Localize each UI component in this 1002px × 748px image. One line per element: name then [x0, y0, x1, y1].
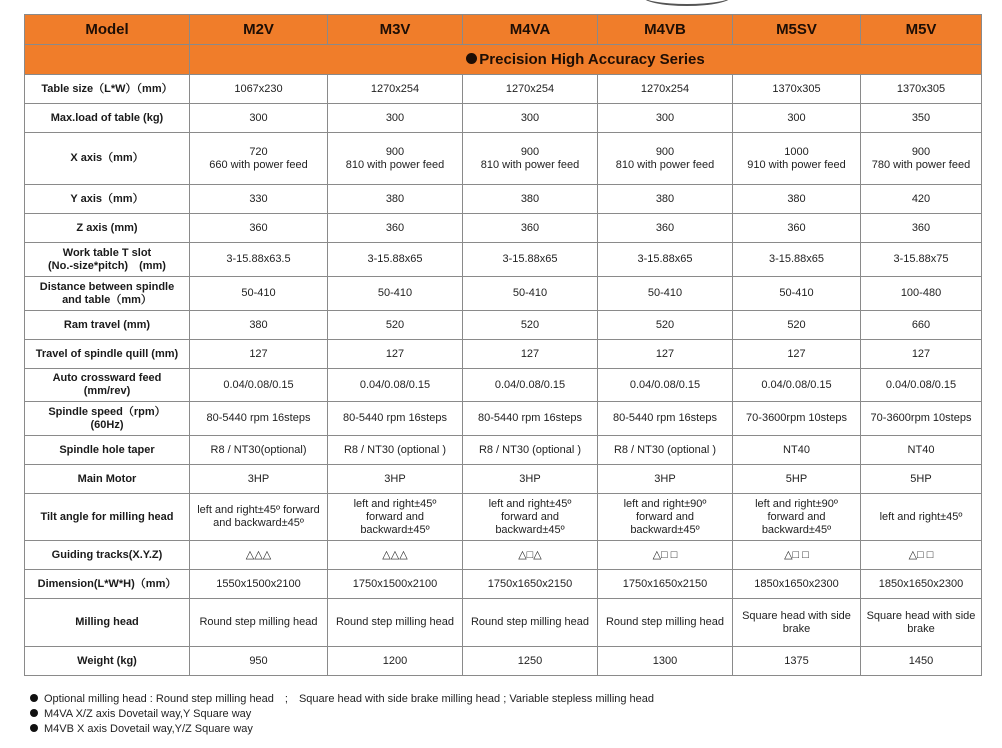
header-row [25, 15, 982, 45]
spec-value: 3HP [463, 465, 598, 494]
series-title-cell [190, 45, 982, 75]
spec-row [25, 104, 982, 133]
spec-parameter: Guiding tracks(X.Y.Z) [25, 541, 190, 570]
bullet-icon [30, 724, 38, 732]
spec-value: 360 [598, 214, 733, 243]
spec-value: left and right±90º forward and backward±45º [598, 494, 733, 541]
series-blank-cell [25, 45, 190, 75]
spec-parameter: Weight (kg) [25, 647, 190, 676]
spec-value: 3HP [190, 465, 328, 494]
spec-value: 50-410 [328, 277, 463, 311]
spec-row [25, 647, 982, 676]
spec-value: 660 [861, 311, 982, 340]
bullet-icon [30, 709, 38, 717]
spec-value: 3HP [598, 465, 733, 494]
spec-value: 300 [190, 104, 328, 133]
spec-row [25, 465, 982, 494]
spec-value: R8 / NT30(optional) [190, 436, 328, 465]
spec-value: 80-5440 rpm 16steps [598, 402, 733, 436]
spec-value: 1850x1650x2300 [733, 570, 861, 599]
spec-value: 3-15.88x65 [598, 243, 733, 277]
spec-value: 950 [190, 647, 328, 676]
spec-row [25, 402, 982, 436]
spec-value: 1850x1650x2300 [861, 570, 982, 599]
model-m2v: M2V [190, 15, 328, 45]
spec-value: 360 [733, 214, 861, 243]
spec-value: 380 [328, 185, 463, 214]
spec-parameter: Tilt angle for milling head [25, 494, 190, 541]
spec-value: 100-480 [861, 277, 982, 311]
spec-parameter: Spindle speed（rpm） (60Hz) [25, 402, 190, 436]
spec-value: 1000 910 with power feed [733, 133, 861, 185]
spec-value: 3-15.88x65 [328, 243, 463, 277]
spec-value: Round step milling head [463, 599, 598, 647]
spec-parameter: Table size（L*W）（mm） [25, 75, 190, 104]
spec-value: 300 [328, 104, 463, 133]
spec-value: 900 780 with power feed [861, 133, 982, 185]
spec-value: 50-410 [733, 277, 861, 311]
spec-value: 900 810 with power feed [463, 133, 598, 185]
spec-value: 1750x1500x2100 [328, 570, 463, 599]
spec-value: 127 [463, 340, 598, 369]
spec-value: 900 810 with power feed [328, 133, 463, 185]
spec-parameter: Z axis (mm) [25, 214, 190, 243]
spec-row [25, 369, 982, 402]
spec-value: 127 [328, 340, 463, 369]
spec-value: △□ □ [861, 541, 982, 570]
spec-value: △□ □ [733, 541, 861, 570]
spec-parameter: Y axis（mm） [25, 185, 190, 214]
spec-value: left and right±45º [861, 494, 982, 541]
spec-row [25, 340, 982, 369]
spec-value: 70-3600rpm 10steps [733, 402, 861, 436]
spec-value: 1750x1650x2150 [463, 570, 598, 599]
spec-value: 900 810 with power feed [598, 133, 733, 185]
series-bullet-icon [466, 53, 477, 64]
footnote-text: M4VA X/Z axis Dovetail way,Y Square way [44, 708, 252, 720]
spec-value: Round step milling head [598, 599, 733, 647]
spec-value: 0.04/0.08/0.15 [328, 369, 463, 402]
footnote-text: Optional milling head : Round step milling head ; Square head with side brake milling head ; Variable stepless milling head [44, 693, 655, 705]
spec-value: 720 660 with power feed [190, 133, 328, 185]
spec-parameter: Auto crossward feed (mm/rev) [25, 369, 190, 402]
spec-value: 360 [463, 214, 598, 243]
spec-value: 3-15.88x75 [861, 243, 982, 277]
spec-value: NT40 [733, 436, 861, 465]
spec-value: 1370x305 [733, 75, 861, 104]
footnotes [30, 692, 654, 737]
spec-parameter: Distance between spindle and table（mm） [25, 277, 190, 311]
series-row [25, 45, 982, 75]
spec-value: Round step milling head [190, 599, 328, 647]
spec-value: 360 [861, 214, 982, 243]
spec-value: 0.04/0.08/0.15 [733, 369, 861, 402]
spec-value: R8 / NT30 (optional ) [598, 436, 733, 465]
spec-value: 360 [190, 214, 328, 243]
spec-row [25, 494, 982, 541]
model-m3v: M3V [328, 15, 463, 45]
spec-value: 1450 [861, 647, 982, 676]
spec-parameter: Spindle hole taper [25, 436, 190, 465]
spec-row [25, 75, 982, 104]
model-m4vb: M4VB [598, 15, 733, 45]
spec-value: 1067x230 [190, 75, 328, 104]
spec-value: 520 [598, 311, 733, 340]
model-m5v: M5V [861, 15, 982, 45]
spec-value: 1375 [733, 647, 861, 676]
spec-value: 520 [328, 311, 463, 340]
spec-value: 3HP [328, 465, 463, 494]
spec-value: R8 / NT30 (optional ) [463, 436, 598, 465]
spec-value: Round step milling head [328, 599, 463, 647]
footnote-item [30, 707, 654, 722]
spec-parameter: Dimension(L*W*H)（mm） [25, 570, 190, 599]
spec-row [25, 436, 982, 465]
spec-value: left and right±45º forward and backward±45º [190, 494, 328, 541]
spec-row [25, 599, 982, 647]
spec-value: △□△ [463, 541, 598, 570]
spec-value: 300 [463, 104, 598, 133]
spec-value: 380 [190, 311, 328, 340]
spec-value: 330 [190, 185, 328, 214]
spec-value: 1750x1650x2150 [598, 570, 733, 599]
spec-value: 350 [861, 104, 982, 133]
spec-value: Square head with side brake [733, 599, 861, 647]
spec-value: left and right±45º forward and backward±45º [328, 494, 463, 541]
spec-row [25, 185, 982, 214]
footnote-item [30, 722, 654, 737]
spec-value: 127 [598, 340, 733, 369]
spec-parameter: Milling head [25, 599, 190, 647]
spec-value: 1270x254 [598, 75, 733, 104]
spec-value: 380 [733, 185, 861, 214]
spec-value: 50-410 [598, 277, 733, 311]
spec-value: 520 [463, 311, 598, 340]
spec-value: 0.04/0.08/0.15 [463, 369, 598, 402]
spec-parameter: Main Motor [25, 465, 190, 494]
spec-row [25, 311, 982, 340]
spec-value: 3-15.88x63.5 [190, 243, 328, 277]
spec-value: 80-5440 rpm 16steps [190, 402, 328, 436]
spec-row [25, 243, 982, 277]
spec-value: 300 [598, 104, 733, 133]
spec-table [24, 14, 982, 676]
spec-parameter: X axis（mm） [25, 133, 190, 185]
bullet-icon [30, 694, 38, 702]
spec-value: 1270x254 [463, 75, 598, 104]
spec-parameter: Max.load of table (kg) [25, 104, 190, 133]
model-m5sv: M5SV [733, 15, 861, 45]
spec-value: 0.04/0.08/0.15 [598, 369, 733, 402]
spec-value: 1550x1500x2100 [190, 570, 328, 599]
spec-row [25, 570, 982, 599]
spec-value: 1270x254 [328, 75, 463, 104]
spec-value: 3-15.88x65 [733, 243, 861, 277]
series-title: Precision High Accuracy Series [479, 51, 705, 68]
spec-value: △△△ [190, 541, 328, 570]
spec-value: △△△ [328, 541, 463, 570]
spec-row [25, 277, 982, 311]
spec-value: 1300 [598, 647, 733, 676]
spec-value: 300 [733, 104, 861, 133]
spec-value: 80-5440 rpm 16steps [328, 402, 463, 436]
decorative-curve [642, 0, 732, 6]
spec-value: 127 [733, 340, 861, 369]
spec-value: 5HP [861, 465, 982, 494]
spec-value: 360 [328, 214, 463, 243]
spec-value: NT40 [861, 436, 982, 465]
spec-parameter: Travel of spindle quill (mm) [25, 340, 190, 369]
spec-value: 80-5440 rpm 16steps [463, 402, 598, 436]
footnote-item [30, 692, 654, 707]
spec-value: R8 / NT30 (optional ) [328, 436, 463, 465]
spec-value: △□ □ [598, 541, 733, 570]
spec-value: 5HP [733, 465, 861, 494]
spec-value: 3-15.88x65 [463, 243, 598, 277]
spec-value: left and right±90º forward and backward±45º [733, 494, 861, 541]
spec-value: 1250 [463, 647, 598, 676]
spec-value: 127 [861, 340, 982, 369]
spec-parameter: Ram travel (mm) [25, 311, 190, 340]
spec-value: left and right±45º forward and backward±45º [463, 494, 598, 541]
model-m4va: M4VA [463, 15, 598, 45]
spec-value: 420 [861, 185, 982, 214]
spec-row [25, 541, 982, 570]
spec-parameter: Work table T slot (No.-size*pitch) (mm) [25, 243, 190, 277]
spec-value: 70-3600rpm 10steps [861, 402, 982, 436]
spec-value: 1200 [328, 647, 463, 676]
spec-value: Square head with side brake [861, 599, 982, 647]
spec-value: 520 [733, 311, 861, 340]
spec-value: 127 [190, 340, 328, 369]
spec-row [25, 214, 982, 243]
spec-value: 0.04/0.08/0.15 [190, 369, 328, 402]
spec-value: 50-410 [463, 277, 598, 311]
spec-value: 50-410 [190, 277, 328, 311]
spec-value: 0.04/0.08/0.15 [861, 369, 982, 402]
spec-value: 1370x305 [861, 75, 982, 104]
spec-value: 380 [598, 185, 733, 214]
spec-value: 380 [463, 185, 598, 214]
footnote-text: M4VB X axis Dovetail way,Y/Z Square way [44, 723, 253, 735]
spec-row [25, 133, 982, 185]
model-label: Model [25, 15, 190, 45]
